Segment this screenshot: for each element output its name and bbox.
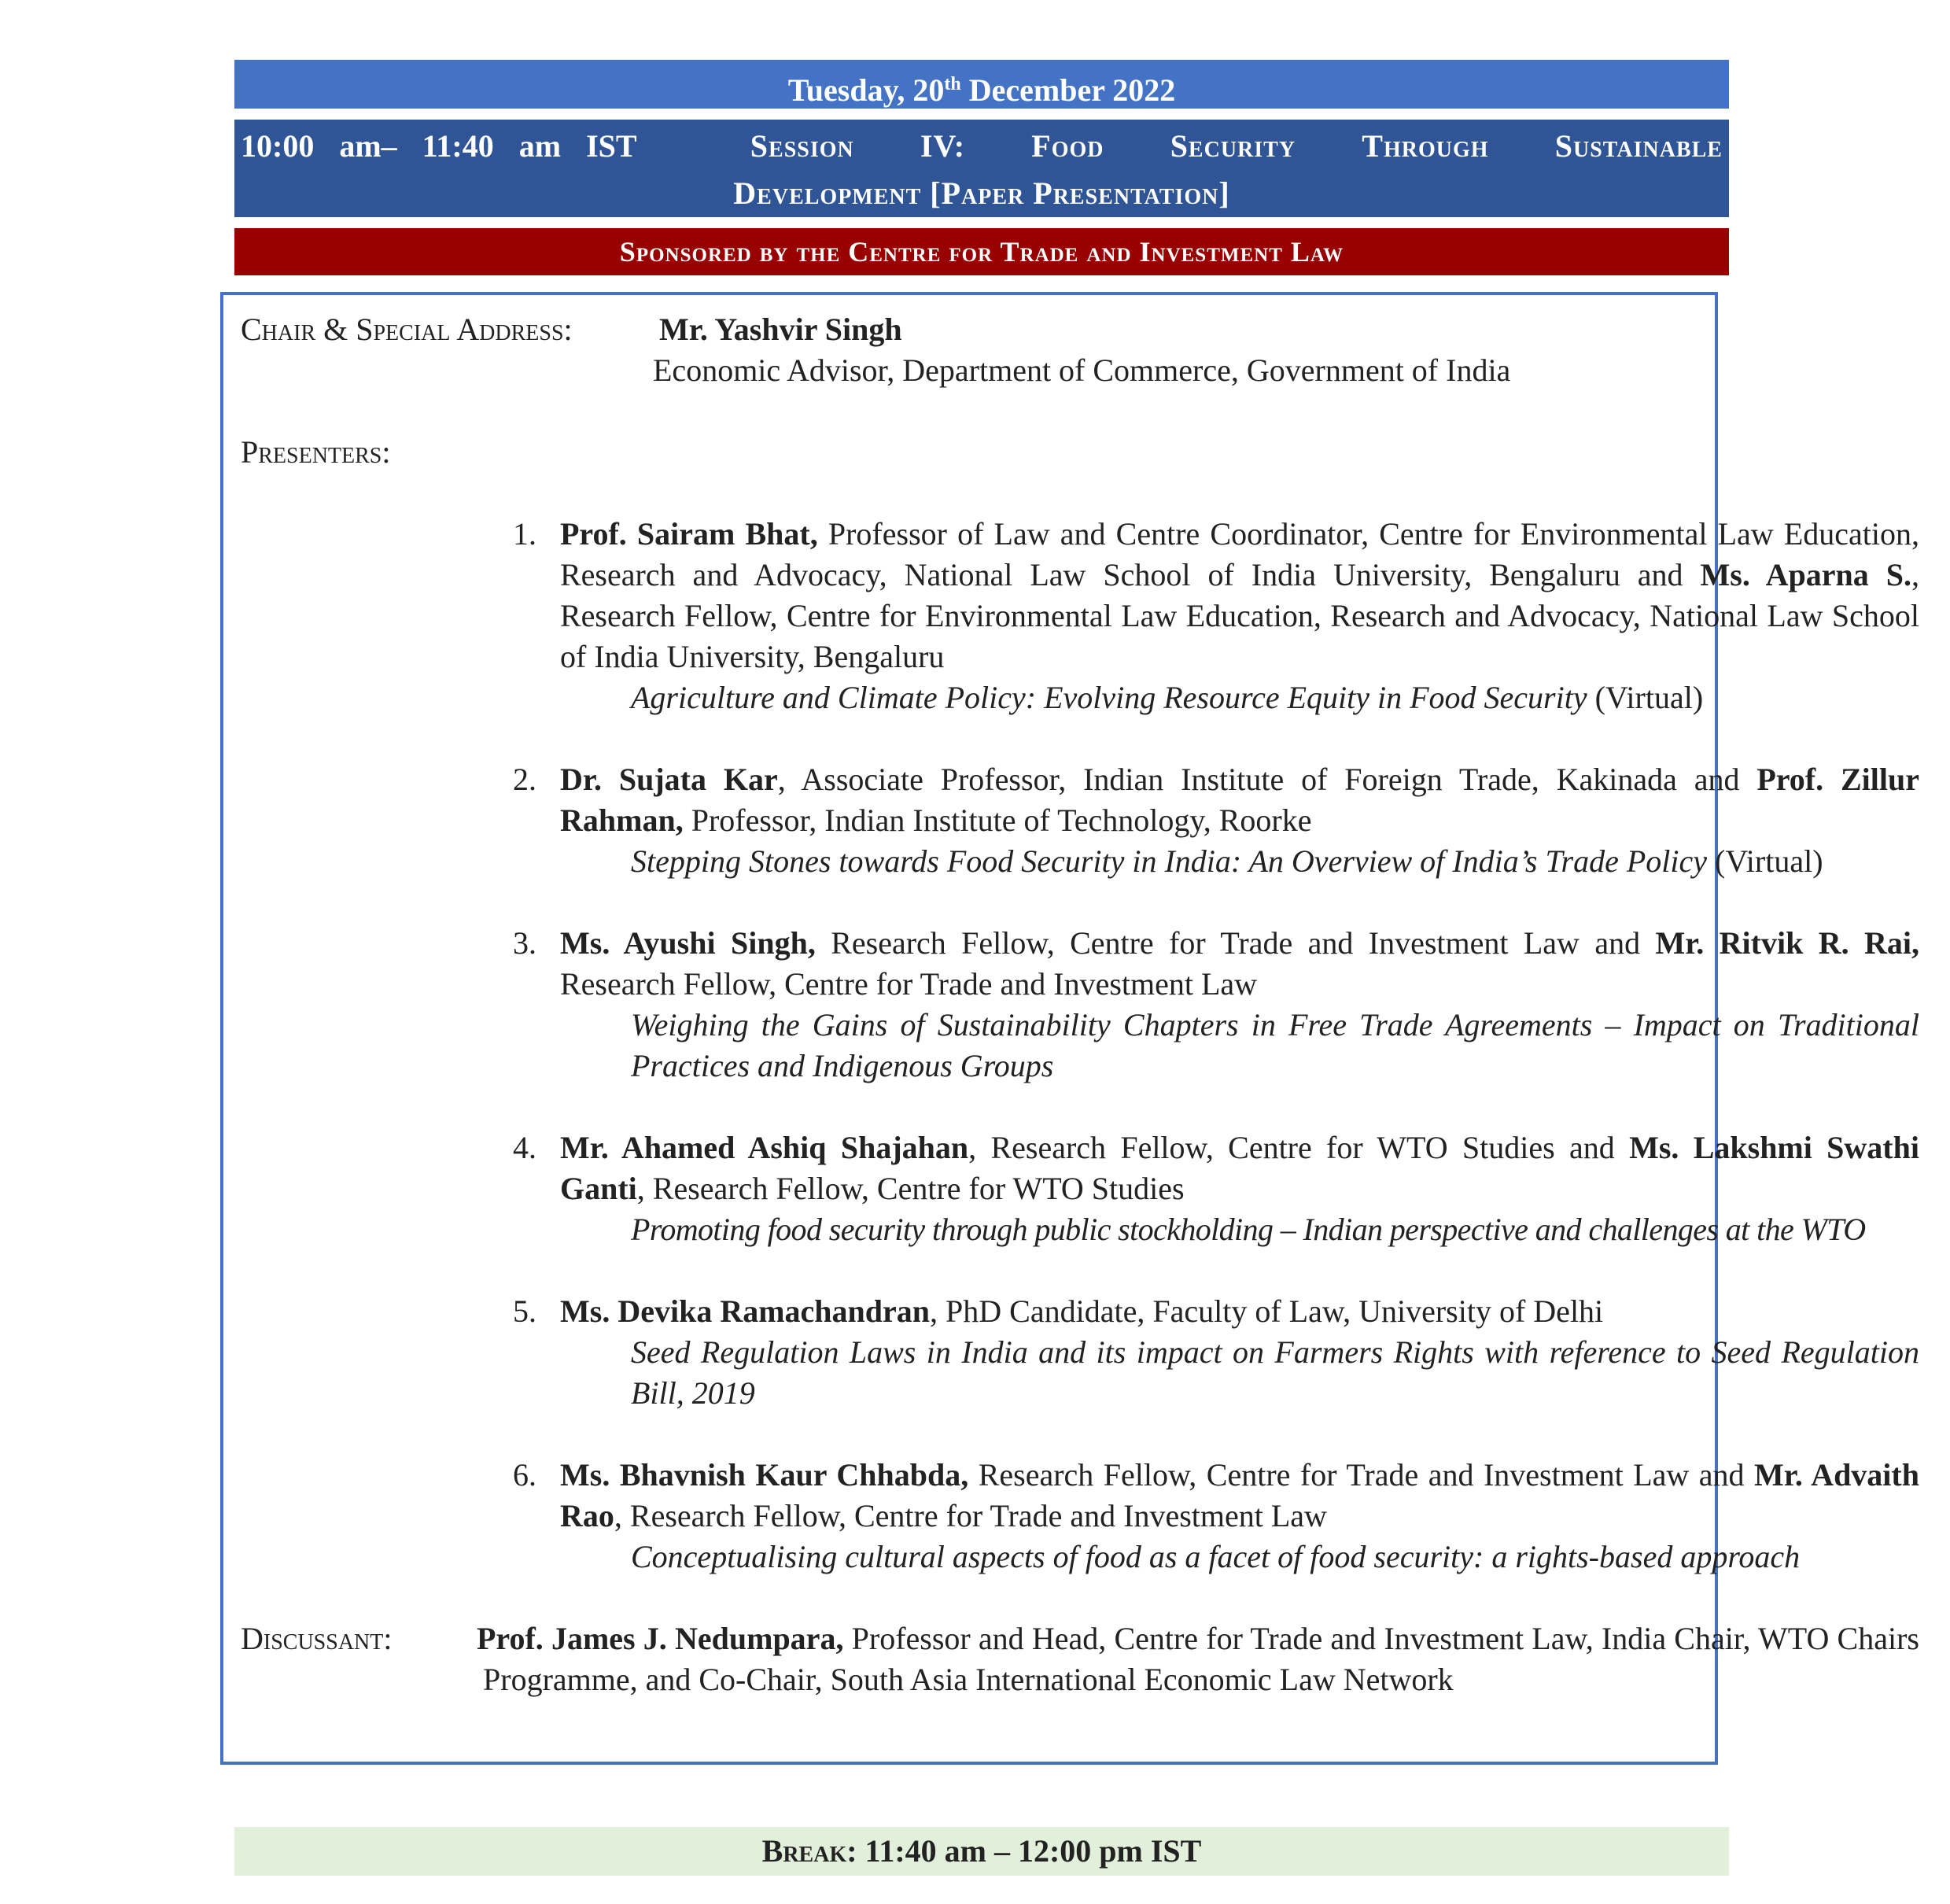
discussant-details (477, 1618, 1919, 1700)
author-name: Mr. Ritvik R. Rai, (1655, 925, 1919, 961)
session-title-line1 (241, 123, 1723, 170)
date-ordinal: th (944, 74, 961, 94)
presenter-number: 1. (513, 516, 536, 552)
session-details-box (220, 292, 1919, 1765)
author-affiliation: , Associate Professor, Indian Institute of Foreign Trade, Kakinada and (777, 762, 1757, 797)
paper-title: Agriculture and Climate Policy: Evolving Resource Equity in Food Security (Virtual) (631, 680, 1704, 715)
paper-title: Weighing the Gains of Sustainability Chapters in Free Trade Agreements – Impact on Traditional Practices and Indigenous Groups (631, 1007, 1919, 1083)
author-name: Ms. Aparna S. (1700, 557, 1911, 592)
session-time: 10:00 am– 11:40 am IST (241, 128, 637, 164)
author-name: Ms. Bhavnish Kaur Chhabda, (560, 1457, 969, 1493)
discussant-affiliation: Professor and Head, Centre for Trade and Investment Law, India Chair, WTO Chairs Programme, and Co-Chair, South Asia International Economic Law Network (483, 1621, 1919, 1697)
session-banner (234, 120, 1729, 217)
chair-affiliation: Economic Advisor, Department of Commerce, Government of India (653, 352, 1511, 388)
author-affiliation: Research Fellow, Centre for Trade and Investment Law and (968, 1457, 1755, 1493)
presenter-authors (560, 1127, 1919, 1209)
author-name: Ms. Ayushi Singh, (560, 925, 816, 961)
paper-title: Promoting food security through public stockholding – Indian perspective and challenges at the WTO (631, 1212, 1866, 1247)
author-affiliation: , PhD Candidate, Faculty of Law, University of Delhi (930, 1293, 1604, 1329)
session-word: Through (1362, 128, 1489, 164)
author-affiliation: Professor, Indian Institute of Technology, Roorke (683, 803, 1312, 838)
date-banner (234, 60, 1729, 109)
presenter-number: 6. (513, 1457, 536, 1493)
author-affiliation: , Research Fellow, Centre for WTO Studies (636, 1171, 1185, 1206)
sponsor-banner: Sponsored by the Centre for Trade and Investment Law (234, 228, 1729, 275)
presenter-number: 2. (513, 762, 536, 797)
author-name: Prof. Zillur Rahman, (560, 762, 1919, 838)
discussant-name: Prof. James J. Nedumpara, (477, 1621, 844, 1656)
presenter-number: 4. (513, 1130, 536, 1165)
break-time: 11:40 am – 12:00 pm IST (857, 1833, 1202, 1869)
session-word: Session (750, 128, 854, 164)
author-name: Ms. Lakshmi Swathi Ganti (560, 1130, 1919, 1206)
date-text: Tuesday, 20 (787, 72, 945, 108)
author-affiliation: , Research Fellow, Centre for Environmental Law Education, Research and Advocacy, National Law School of India University, Bengaluru (560, 557, 1919, 674)
session-word: Security (1170, 128, 1296, 164)
paper-title: Stepping Stones towards Food Security in India: An Overview of India’s Trade Policy (Virtual) (631, 843, 1823, 879)
author-name: Prof. Sairam Bhat, (560, 516, 818, 552)
presenter-authors (560, 923, 1919, 1005)
paper-title: Seed Regulation Laws in India and its impact on Farmers Rights with reference to Seed Regulation Bill, 2019 (631, 1334, 1919, 1411)
chair-label: Chair & Special Address: (241, 312, 573, 347)
chair-name: Mr. Yashvir Singh (659, 312, 902, 347)
presentation-mode: (Virtual) (1587, 680, 1704, 715)
author-name: Dr. Sujata Kar (560, 762, 778, 797)
presentation-mode: (Virtual) (1707, 843, 1823, 879)
author-affiliation: , Research Fellow, Centre for Trade and Investment Law (614, 1498, 1327, 1533)
presenter-number: 5. (513, 1293, 536, 1329)
presenter-number: 3. (513, 925, 536, 961)
author-affiliation: Research Fellow, Centre for Trade and Investment Law (560, 966, 1258, 1002)
paper-title: Conceptualising cultural aspects of food as a facet of food security: a rights-based approach (631, 1539, 1801, 1574)
break-banner (234, 1827, 1729, 1876)
presenter-authors (560, 759, 1919, 841)
author-affiliation: Professor of Law and Centre Coordinator, Centre for Environmental Law Education, Research and Advocacy, National Law School of India University, Bengaluru and (560, 516, 1919, 592)
presenter-authors (560, 1291, 1919, 1332)
presenters-label: Presenters: (241, 434, 391, 470)
discussant-label: Discussant: (241, 1621, 393, 1656)
session-word: Sustainable (1554, 128, 1723, 164)
session-title-line2: Development [Paper Presentation] (733, 175, 1230, 211)
presenter-authors (560, 514, 1919, 677)
date-text-rest: December 2022 (960, 72, 1176, 108)
session-word: Food (1031, 128, 1104, 164)
session-word: IV: (920, 128, 966, 164)
author-affiliation: Research Fellow, Centre for Trade and Investment Law and (815, 925, 1656, 961)
author-affiliation: , Research Fellow, Centre for WTO Studies and (968, 1130, 1630, 1165)
break-label: Break: (761, 1833, 857, 1869)
author-name: Mr. Ahamed Ashiq Shajahan (560, 1130, 969, 1165)
author-name: Ms. Devika Ramachandran (560, 1293, 931, 1329)
presenter-authors (560, 1455, 1919, 1537)
author-name: Mr. Advaith Rao (560, 1457, 1919, 1533)
